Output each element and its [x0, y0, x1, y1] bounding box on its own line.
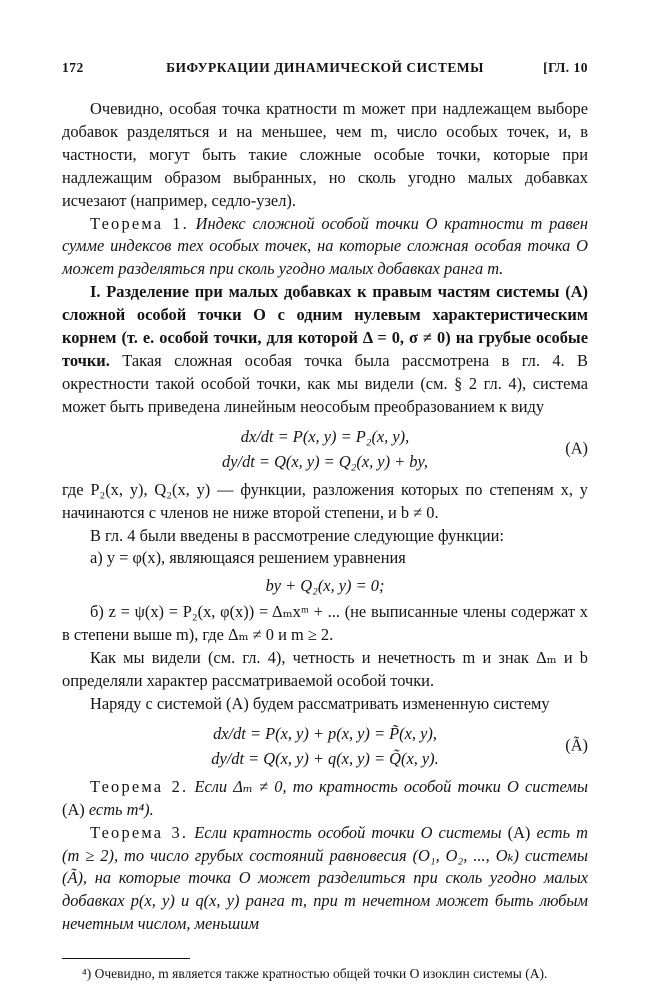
running-title: БИФУРКАЦИИ ДИНАМИЧЕСКОЙ СИСТЕМЫ: [166, 60, 484, 75]
chapter-marker: [ГЛ. 10: [543, 60, 588, 75]
equation-by-line: by + Q₂(x, y) = 0;: [265, 576, 385, 596]
paragraph-multiplicity: Очевидно, особая точка кратности m может при надлежащем выборе добавок разделяться и на меньшее, чем m, число особых точек, и, в частности, могут быть такие сложные особые точки, которые при надлежащим образом выбранных, но сколь угодно малых добавках исчезают (например, седло-узел).: [62, 99, 588, 210]
theorem-3-text-a: Если кратность особой точки O системы: [194, 822, 502, 842]
paragraph-functions-p2q2: где P₂(x, y), Q₂(x, y) — функции, разложения которых по степеням x, y начинаются с членов не ниже второй степени, и b ≠ 0.: [62, 479, 588, 522]
theorem-1: [62, 213, 588, 282]
equation-a-tilde-tag: (Ã): [565, 735, 588, 755]
theorem-1-label: Теорема 1.: [90, 213, 189, 233]
theorem-3-text-b: (A): [507, 822, 531, 842]
section-1-text: Такая сложная особая точка была рассмотрена в гл. 4. В окрестности такой особой точки, как мы видели (см. § 2 гл. 4), система может быть приведена линейным неособым преобразованием к виду: [62, 350, 588, 416]
theorem-3: [62, 822, 588, 937]
section-1-heading: I. Разделение при малых добавках к правым частям системы (A) сложной особой точки O с одним нулевым характеристическим корнем (т. е. особой точки, для которой Δ = 0, σ ≠ 0) на грубые особые точки.: [62, 282, 588, 370]
equation-a-tag: (A): [565, 438, 588, 458]
equation-a-line-2: dy/dt = Q(x, y) = Q₂(x, y) + by,: [222, 451, 428, 471]
section-1: [62, 281, 588, 418]
equation-a-line-1: dx/dt = P(x, y) = P₂(x, y),: [240, 426, 410, 446]
theorem-2: [62, 776, 588, 822]
item-b: б) z = ψ(x) = P₂(x, φ(x)) = Δₘxᵐ + ... (не выписанные члены содержат x в степени выше m), где Δₘ ≠ 0 и m ≥ 2.: [62, 602, 588, 645]
paragraph-introduced-functions: В гл. 4 были введены в рассмотрение следующие функции:: [90, 525, 504, 545]
page-body: [62, 98, 588, 983]
theorem-2-text-c: есть m⁴).: [88, 799, 154, 819]
theorem-2-label: Теорема 2.: [90, 776, 189, 796]
equation-system-a: [62, 424, 588, 474]
equation-a-tilde-line-2: dy/dt = Q(x, y) + q(x, y) = Q̃(x, y).: [211, 748, 439, 768]
footnote: ⁴) Очевидно, m является также кратностью общей точки O изоклин системы (A).: [82, 966, 548, 982]
page-number: 172: [62, 60, 84, 75]
equation-system-a-tilde: [62, 721, 588, 771]
theorem-3-text-c: есть m (m ≥ 2), то число грубых состояний равновесия (O₁, O₂, ..., Oₖ) системы (Ã), на которые точка O может разделиться при сколь угодно малых добавках p(x, y) и q(x, y) ранга m, при m нечетном может быть любым нечетным числом, меньшим: [62, 822, 588, 934]
running-header: [62, 60, 588, 80]
paragraph-parity: Как мы видели (см. гл. 4), четность и нечетность m и знак Δₘ и b определяли характер рассматриваемой особой точки.: [62, 648, 588, 691]
footnote-rule: [62, 958, 190, 959]
paragraph-modified-system: Наряду с системой (A) будем рассматривать измененную систему: [90, 693, 550, 713]
equation-a-tilde-line-1: dx/dt = P(x, y) + p(x, y) = P̃(x, y),: [213, 723, 437, 743]
equation-by: [62, 573, 588, 598]
theorem-2-text-b: (A): [62, 799, 85, 819]
item-a: а) y = φ(x), являющаяся решением уравнения: [90, 548, 406, 568]
theorem-3-label: Теорема 3.: [90, 822, 189, 842]
theorem-1-text: Индекс сложной особой точки O кратности m равен сумме индексов тех особых точек, на которые сложная особая точка O может разделяться при сколь угодно малых добавках ранга m.: [62, 213, 588, 279]
theorem-2-text-a: Если Δₘ ≠ 0, то кратность особой точки O системы: [194, 776, 588, 796]
